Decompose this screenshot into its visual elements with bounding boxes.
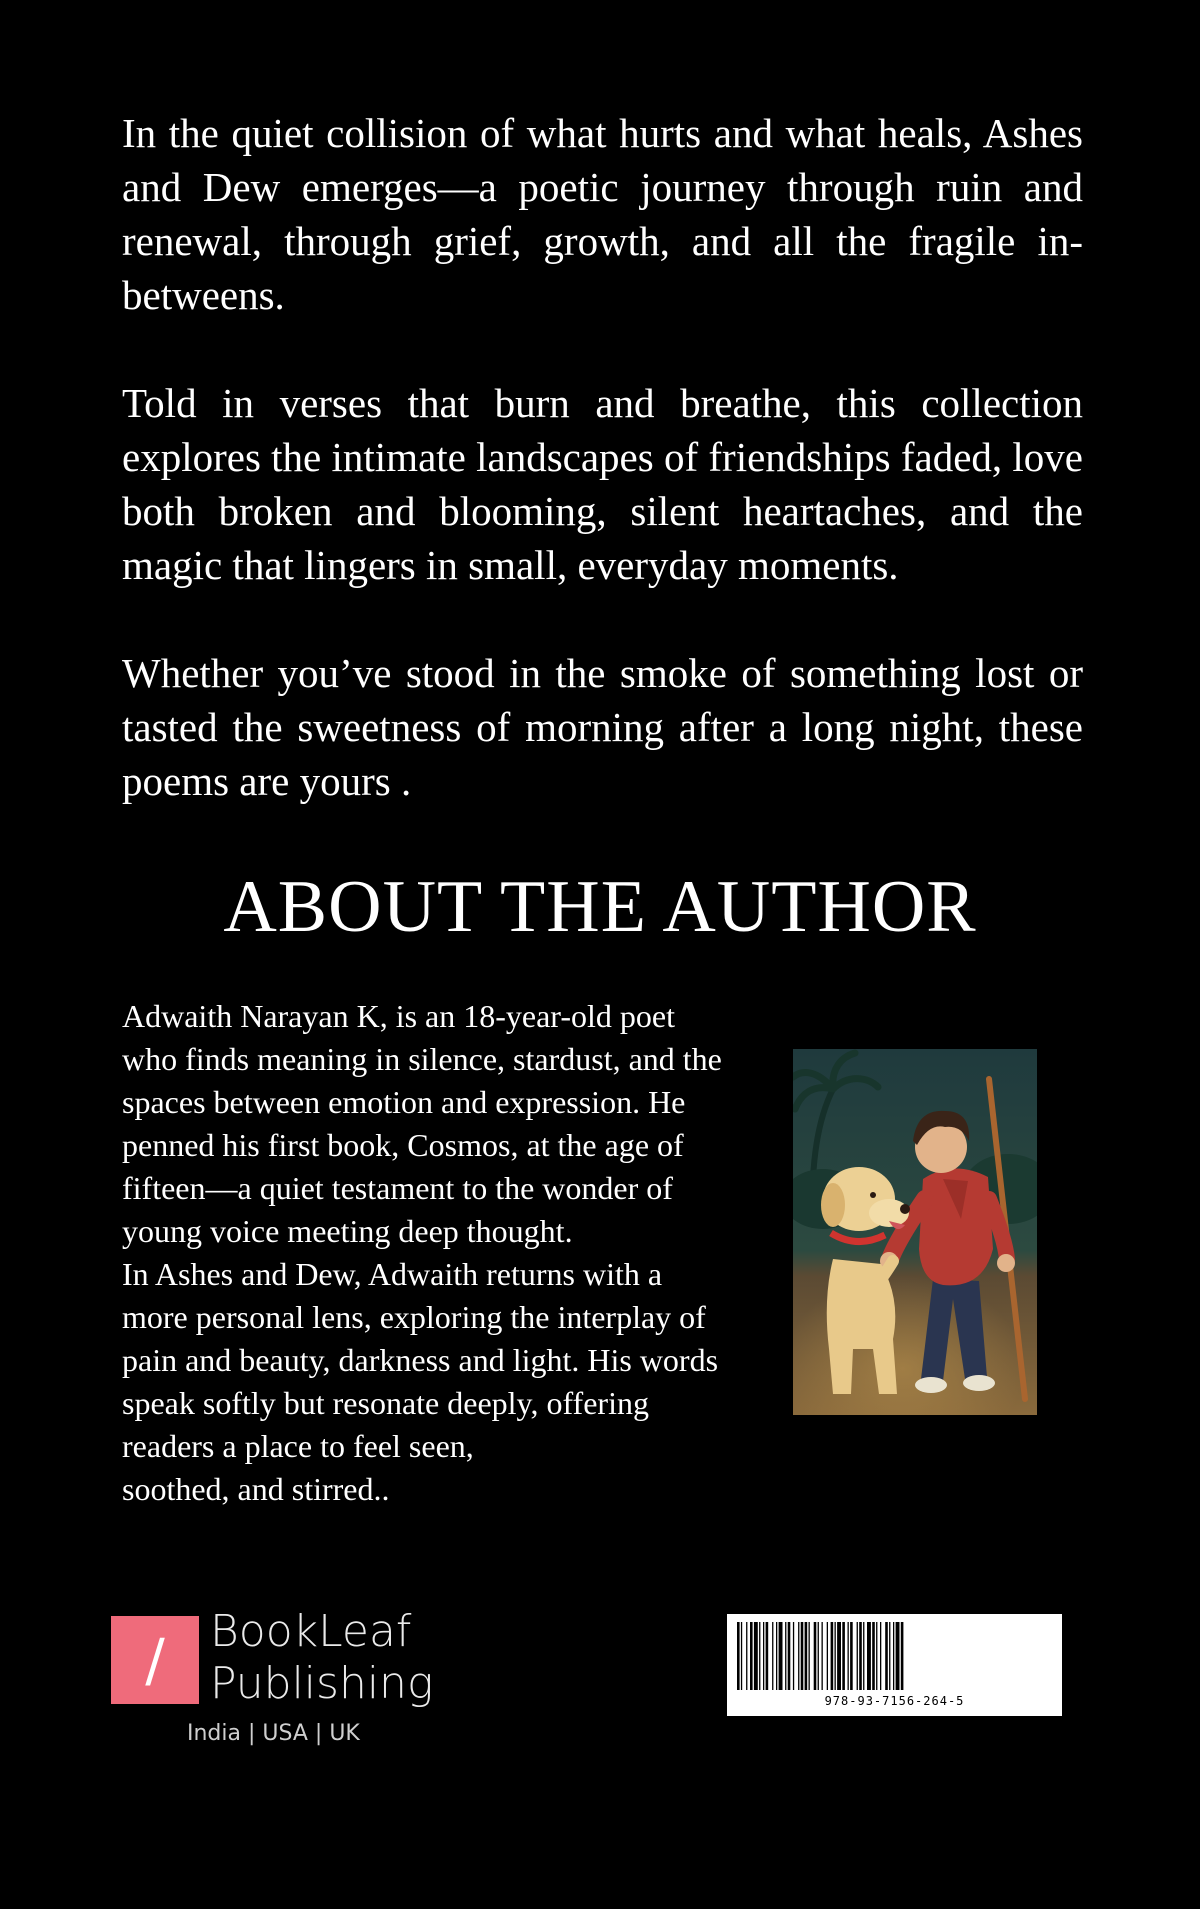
bio-line: Adwaith Narayan K, is an 18-year-old poet: [122, 998, 675, 1034]
barcode-bar: [831, 1622, 834, 1690]
barcode-bar: [867, 1622, 871, 1690]
barcode-bar: [785, 1622, 786, 1690]
bio-line: In Ashes and Dew, Adwaith returns with a: [122, 1256, 663, 1292]
blurb-paragraph-1: In the quiet collision of what hurts and what heals, Ashes and Dew emerges—a poetic journey through ruin and renewal, through grief, growth, and all the fragile in-betweens.: [122, 110, 1083, 318]
isbn-barcode: [727, 1614, 1062, 1716]
barcode-bar: [885, 1622, 888, 1690]
publisher-name-line1: BookLeaf: [210, 1606, 412, 1657]
author-bio: [122, 995, 762, 1511]
barcode-bar: [857, 1622, 858, 1690]
bio-line: penned his first book, Cosmos, at the age of: [122, 1127, 684, 1163]
barcode-bar: [876, 1622, 877, 1690]
barcode-bar: [889, 1622, 890, 1690]
barcode-bar: [759, 1622, 760, 1690]
barcode-bar: [814, 1622, 817, 1690]
bio-line: pain and beauty, darkness and light. His words: [122, 1342, 719, 1378]
barcode-bar: [772, 1622, 773, 1690]
blurb-paragraph-3: Whether you’ve stood in the smoke of something lost or tasted the sweetness of morning after a long night, these poems are yours .: [122, 650, 1083, 804]
barcode-bar: [779, 1622, 783, 1690]
barcode-bar: [788, 1622, 791, 1690]
barcode-bar: [809, 1622, 810, 1690]
publisher-locations: India | USA | UK: [187, 1721, 360, 1746]
barcode-bar: [835, 1622, 836, 1690]
barcode-bar: [850, 1622, 853, 1690]
barcode-bar: [793, 1622, 794, 1690]
barcode-bars: [737, 1622, 1052, 1690]
barcode-bar: [737, 1622, 740, 1690]
barcode-bar: [837, 1622, 841, 1690]
bio-line: readers a place to feel seen,: [122, 1428, 474, 1464]
barcode-bar: [766, 1622, 769, 1690]
bio-line: speak softly but resonate deeply, offering: [122, 1385, 649, 1421]
barcode-bar: [801, 1622, 804, 1690]
barcode-bar: [798, 1622, 799, 1690]
slash-icon: /: [145, 1626, 165, 1694]
bio-line: spaces between emotion and expression. He: [122, 1084, 686, 1120]
barcode-bar: [746, 1622, 747, 1690]
barcode-bar: [750, 1622, 753, 1690]
barcode-bar: [880, 1622, 881, 1690]
bio-line: young voice meeting deep thought.: [122, 1213, 573, 1249]
publisher-name-line2: Publishing: [210, 1658, 434, 1709]
bio-line: who finds meaning in silence, stardust, and the: [122, 1041, 722, 1077]
barcode-bar: [754, 1622, 758, 1690]
barcode-bar: [863, 1622, 864, 1690]
author-illustration: [793, 1049, 1037, 1415]
bio-line: fifteen—a quiet testament to the wonder of: [122, 1170, 673, 1206]
bookleaf-publishing-logo: [111, 1606, 451, 1752]
blurb-paragraph-2: Told in verses that burn and breathe, this collection explores the intimate landscapes of friendships faded, love both broken and blooming, silent heartaches, and the magic that lingers in small, everyday moments.: [122, 380, 1083, 588]
barcode-bar: [842, 1622, 845, 1690]
isbn-number: 978-93-7156-264-5: [824, 1694, 965, 1708]
barcode-bar: [741, 1622, 742, 1690]
barcode-bar: [818, 1622, 819, 1690]
barcode-bar: [872, 1622, 875, 1690]
barcode-bar: [805, 1622, 808, 1690]
bio-line: more personal lens, exploring the interplay of: [122, 1299, 706, 1335]
barcode-bar: [848, 1622, 849, 1690]
barcode-bar: [776, 1622, 777, 1690]
barcode-bar: [901, 1622, 904, 1690]
bio-line: soothed, and stirred..: [122, 1471, 390, 1507]
publisher-name: [210, 1606, 433, 1710]
barcode-bar: [763, 1622, 764, 1690]
barcode-bar: [827, 1622, 828, 1690]
about-author-heading: ABOUT THE AUTHOR: [223, 866, 977, 948]
barcode-bar: [822, 1622, 823, 1690]
barcode-bar: [893, 1622, 894, 1690]
barcode-bar: [896, 1622, 900, 1690]
barcode-bar: [859, 1622, 862, 1690]
